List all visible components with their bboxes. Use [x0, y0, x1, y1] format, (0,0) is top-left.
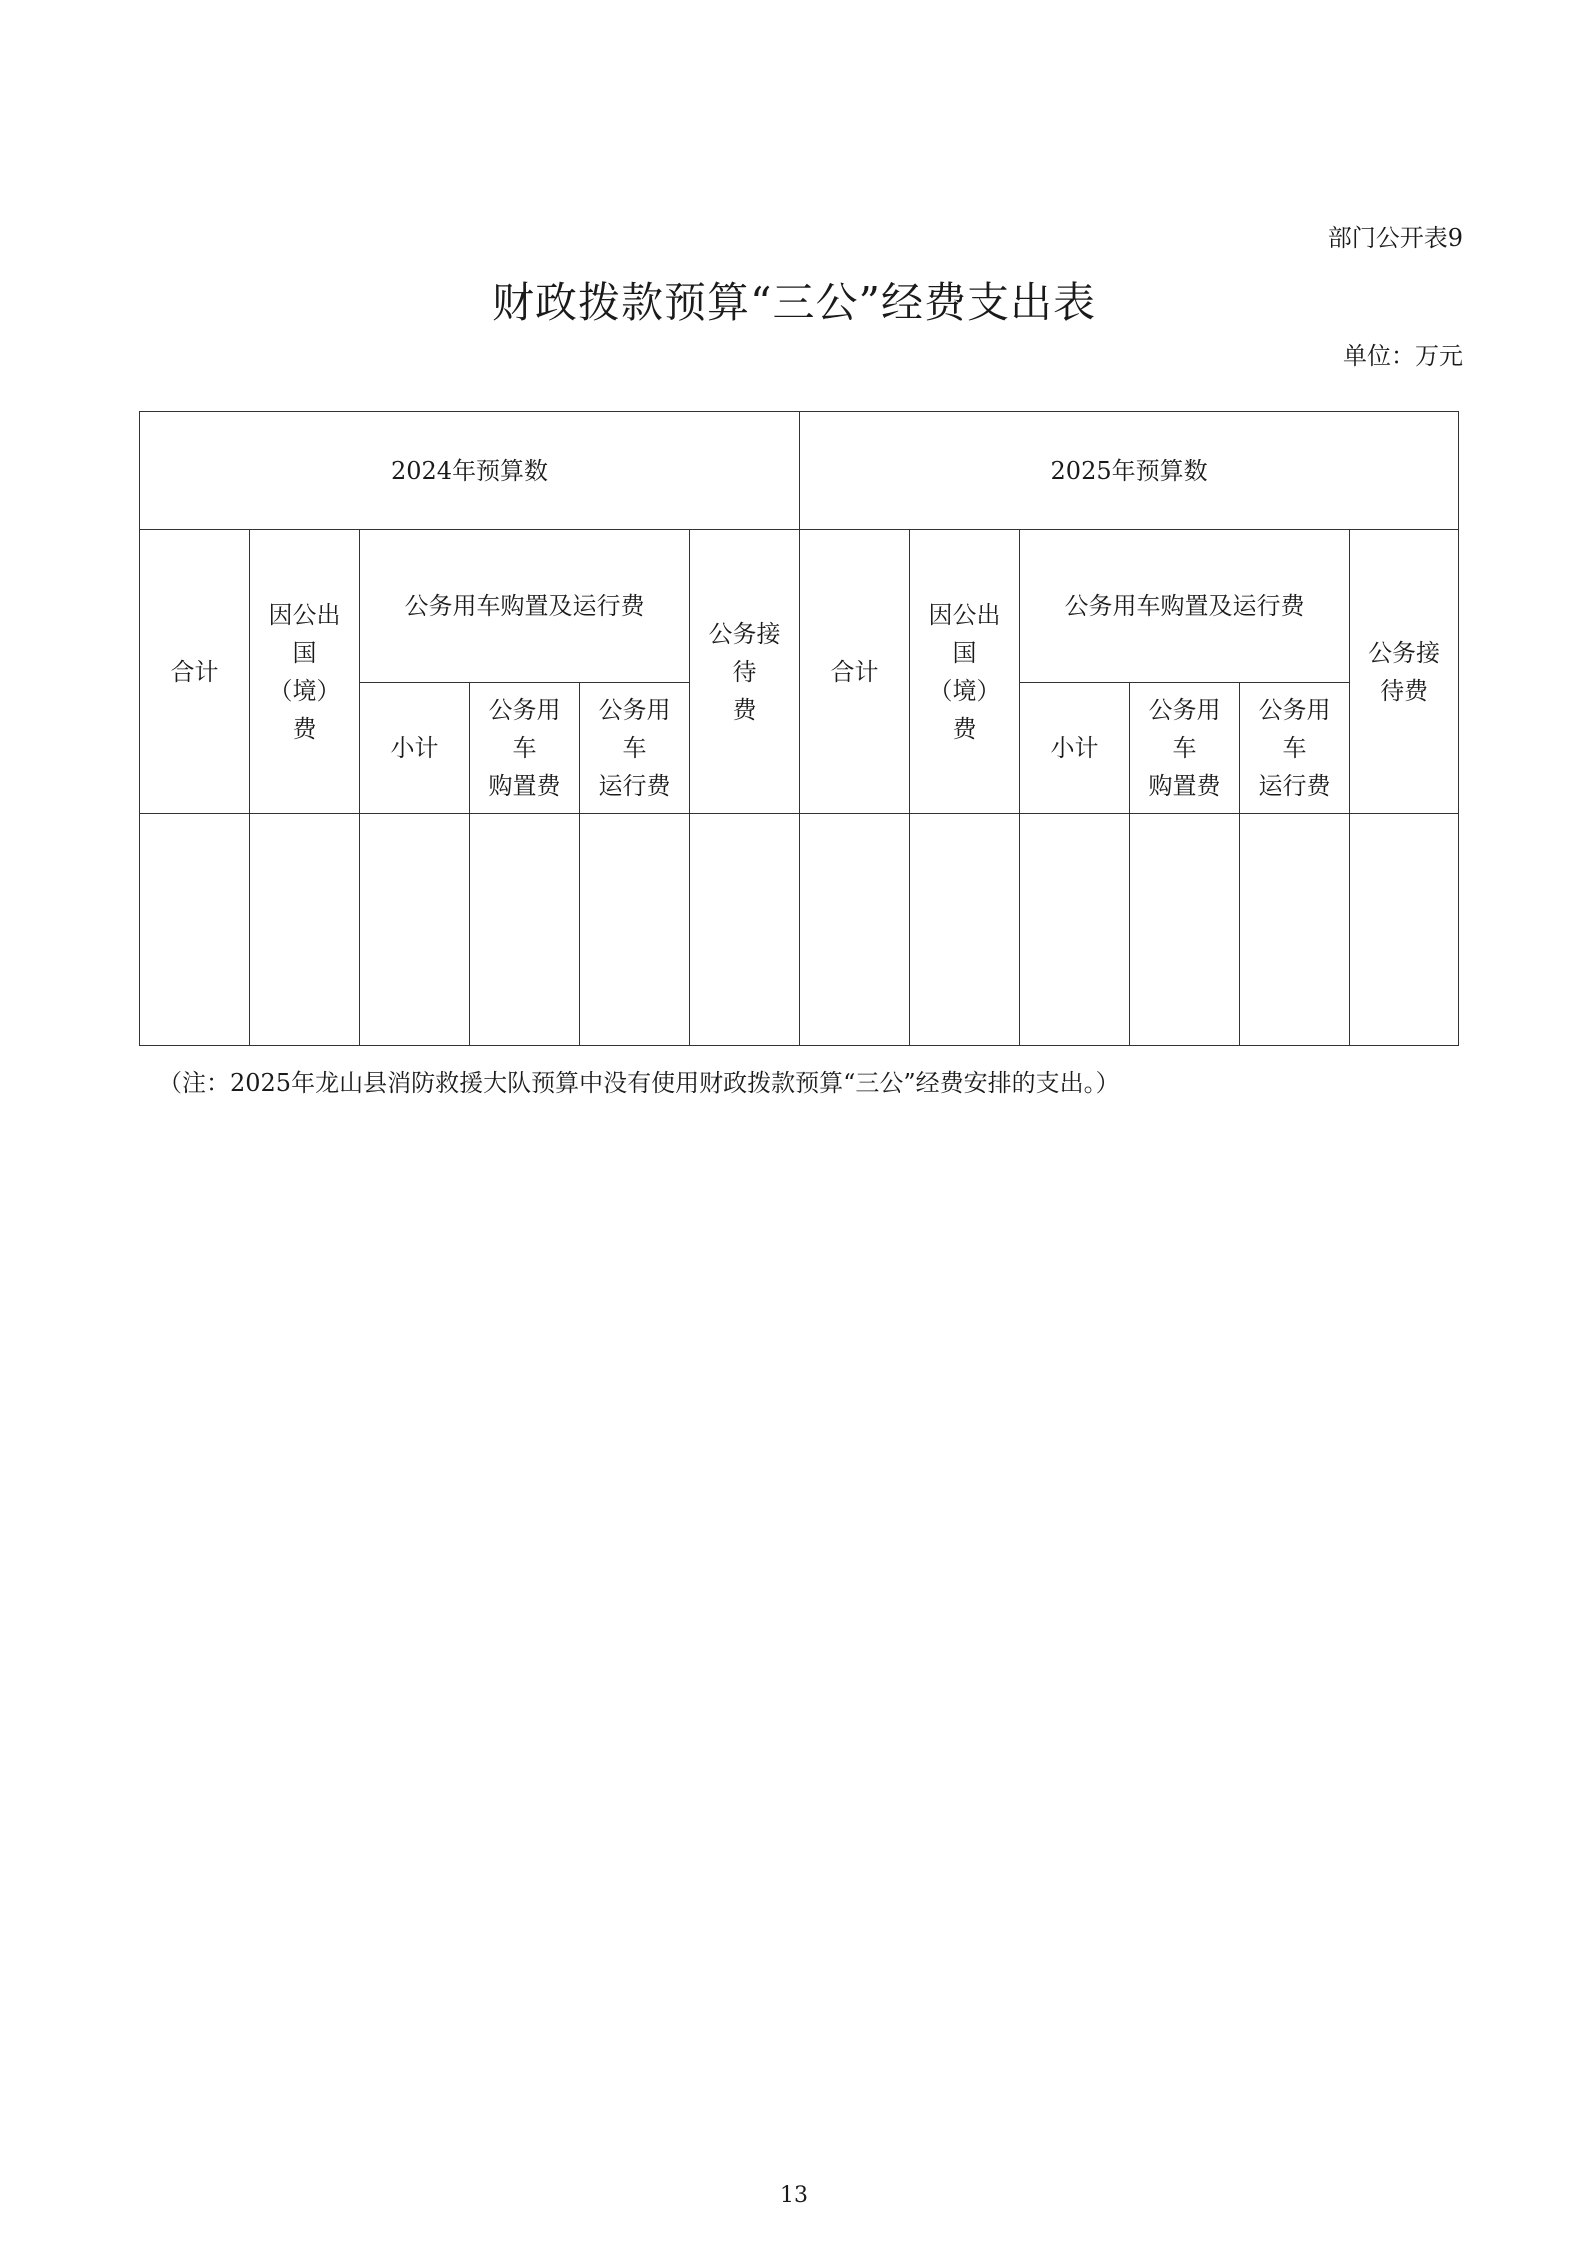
table-row	[140, 814, 1459, 1046]
page-title: 财政拨款预算“三公”经费支出表	[492, 278, 1096, 327]
unit-label: 单位：万元	[1343, 342, 1463, 370]
data-cell	[1020, 814, 1130, 1046]
data-cell	[140, 814, 250, 1046]
table-code: 部门公开表9	[1327, 224, 1463, 252]
budget-table	[139, 411, 1459, 1046]
data-cell	[910, 814, 1020, 1046]
data-cell	[800, 814, 910, 1046]
data-cell	[360, 814, 470, 1046]
header-total-2025: 合计	[800, 530, 910, 814]
header-vehicle-group-2024: 公务用车购置及运行费	[360, 530, 690, 683]
header-abroad-2025: 因公出 国 （境） 费	[910, 530, 1020, 814]
header-reception-2025: 公务接 待费	[1350, 530, 1459, 814]
data-cell	[580, 814, 690, 1046]
column-header-row	[140, 530, 1459, 683]
header-subtotal-2025: 小计	[1020, 683, 1130, 814]
year-header-row	[140, 412, 1459, 530]
header-abroad-2024: 因公出 国 （境） 费	[250, 530, 360, 814]
data-cell	[250, 814, 360, 1046]
header-2024-budget: 2024年预算数	[140, 412, 800, 530]
data-cell	[1240, 814, 1350, 1046]
header-vehicle-group-2025: 公务用车购置及运行费	[1020, 530, 1350, 683]
header-vehicle-purchase-2025: 公务用 车 购置费	[1130, 683, 1240, 814]
data-cell	[690, 814, 800, 1046]
header-reception-2024: 公务接 待 费	[690, 530, 800, 814]
page-number: 13	[780, 2183, 808, 2208]
data-cell	[1350, 814, 1459, 1046]
header-vehicle-operation-2024: 公务用 车 运行费	[580, 683, 690, 814]
header-vehicle-purchase-2024: 公务用 车 购置费	[470, 683, 580, 814]
header-total-2024: 合计	[140, 530, 250, 814]
data-cell	[1130, 814, 1240, 1046]
data-cell	[470, 814, 580, 1046]
header-2025-budget: 2025年预算数	[800, 412, 1459, 530]
header-subtotal-2024: 小计	[360, 683, 470, 814]
footnote: （注：2025年龙山县消防救援大队预算中没有使用财政拨款预算“三公”经费安排的支出。）	[158, 1069, 1120, 1097]
header-vehicle-operation-2025: 公务用 车 运行费	[1240, 683, 1350, 814]
